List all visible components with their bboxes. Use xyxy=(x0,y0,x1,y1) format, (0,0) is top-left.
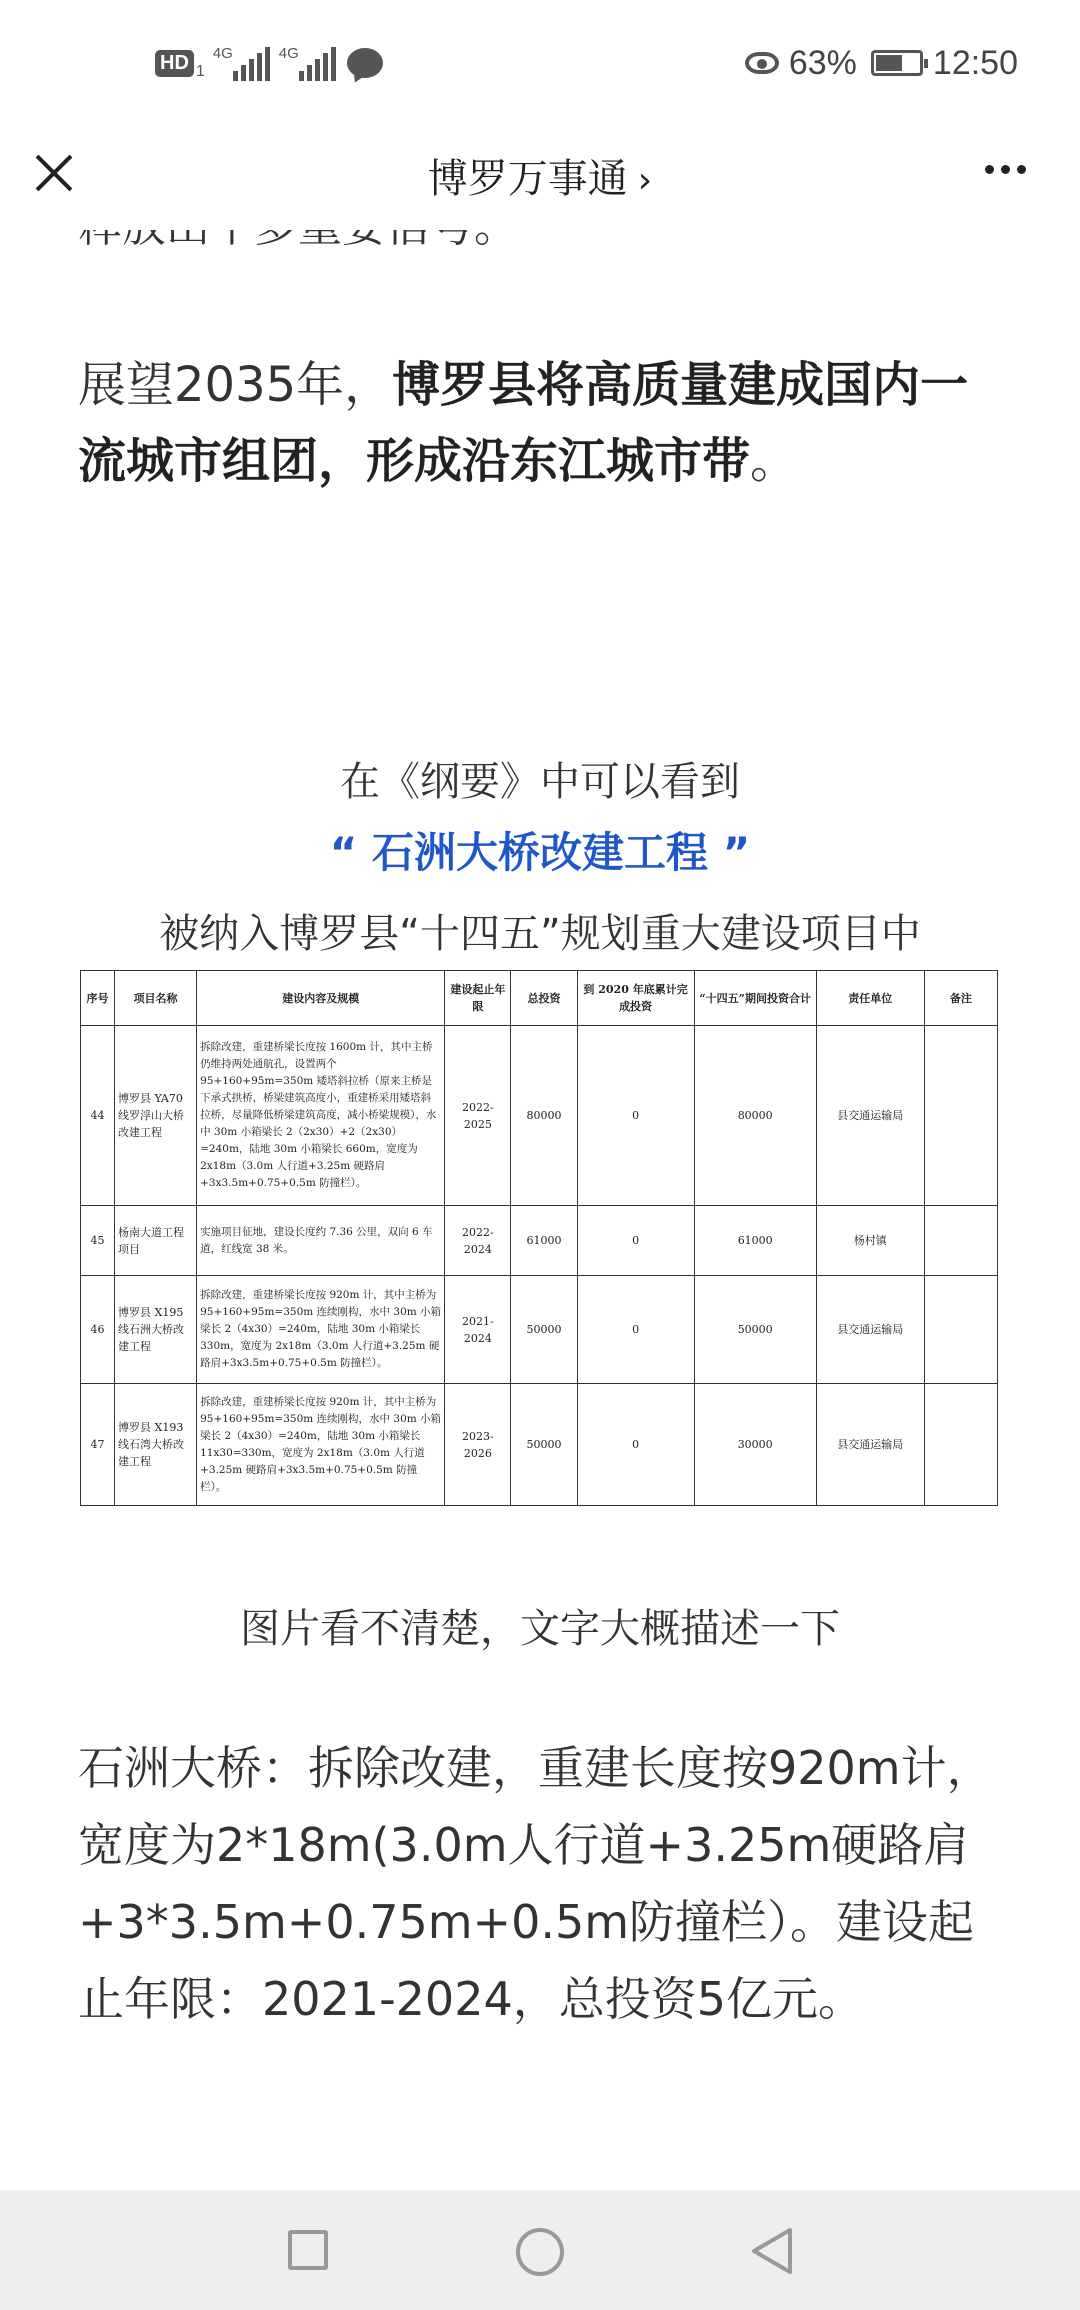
home-icon[interactable] xyxy=(516,2228,564,2276)
table-cell: 2022-2025 xyxy=(445,1026,511,1206)
hd-icon: HD xyxy=(155,50,194,77)
table-cell: 2022-2024 xyxy=(445,1206,511,1276)
system-nav-bar xyxy=(0,2190,1080,2310)
table-header-cell: 建设起止年限 xyxy=(445,971,511,1026)
outlook-prefix: 展望2035年， xyxy=(78,357,393,413)
table-cell: 实施项目征地，建设长度约 7.36 公里，双向 6 车道，红线宽 38 米。 xyxy=(197,1206,445,1276)
table-cell: 45 xyxy=(81,1206,115,1276)
table-cell: 44 xyxy=(81,1026,115,1206)
title-bar xyxy=(0,125,1080,230)
table-row xyxy=(81,1206,998,1276)
table-header-cell: 到 2020 年底累计完成投资 xyxy=(577,971,694,1026)
table-cell: 县交通运输局 xyxy=(816,1276,924,1384)
table-cell: 61000 xyxy=(511,1206,577,1276)
table-cell: 0 xyxy=(577,1384,694,1506)
clock: 12:50 xyxy=(932,43,1018,82)
hd-sub-label: 1 xyxy=(195,63,205,80)
table-cell: 拆除改建，重建桥梁长度按 1600m 计，其中主桥仍维持两处通航孔，设置两个95+160+95m=350m 矮塔斜拉桥（原来主桥是下承式拱桥，桥梁建筑高度小，重建桥采用矮塔斜拉桥，尽量降低桥梁建筑高度，减小桥梁规模），水中 30m 小箱梁长 2（2x30）+2（2x30）=240m，陆地 30m 小箱梁长 660m，宽度为 2x18m（3.0m 人行道+3.25m 硬路肩+3x3.5m+0.75+0.5m 防撞栏）。 xyxy=(197,1026,445,1206)
network-type-1: 4G xyxy=(212,45,233,62)
table-cell: 61000 xyxy=(694,1206,816,1276)
outlook-bold: 博罗县将高质量建成国内一流城市组团，形成沿东江城市带 xyxy=(78,357,969,489)
table-cell: 2023-2026 xyxy=(445,1384,511,1506)
table-cell: 47 xyxy=(81,1384,115,1506)
article-content[interactable] xyxy=(0,230,1080,2190)
table-header-cell: 建设内容及规模 xyxy=(197,971,445,1026)
table-row xyxy=(81,1384,998,1506)
account-title[interactable] xyxy=(0,147,1080,204)
table-header-cell: 备注 xyxy=(924,971,997,1026)
back-icon[interactable] xyxy=(748,2226,796,2276)
table-cell: 80000 xyxy=(511,1026,577,1206)
table-cell: 46 xyxy=(81,1276,115,1384)
table-header-cell: 责任单位 xyxy=(816,971,924,1026)
table-cell: 0 xyxy=(577,1206,694,1276)
chevron-right-icon: › xyxy=(637,160,653,201)
table-cell xyxy=(924,1206,997,1276)
status-left xyxy=(155,38,383,88)
table-cell: 50000 xyxy=(694,1276,816,1384)
recents-icon[interactable] xyxy=(288,2230,328,2270)
signal-icon-1 xyxy=(213,43,271,83)
project-table-image[interactable] xyxy=(80,970,998,1506)
table-row xyxy=(81,1276,998,1384)
table-cell: 县交通运输局 xyxy=(816,1384,924,1506)
table-cell xyxy=(924,1026,997,1206)
table-cell: 拆除改建，重建桥梁长度按 920m 计，其中主桥为 95+160+95m=350m 连续刚构，水中 30m 小箱梁长 2（4x30）=240m，陆地 30m 小箱梁长 330m，宽度为 2x18m（3.0m 人行道+3.25m 硬路肩+3x3.5m+0.75+0.5m 防撞栏）。 xyxy=(197,1276,445,1384)
table-cell: 0 xyxy=(577,1276,694,1384)
battery-icon xyxy=(871,50,923,76)
signal-icon-2 xyxy=(279,43,337,83)
table-cell: 0 xyxy=(577,1026,694,1206)
table-row xyxy=(81,1026,998,1206)
table-cell: 拆除改建，重建桥梁长度按 920m 计，其中主桥为 95+160+95m=350m 连续刚构，水中 30m 小箱梁长 2（4x30）=240m，陆地 30m 小箱梁长 11x30=330m，宽度为 2x18m（3.0m 人行道+3.25m 硬路肩+3x3.5m+0.75+0.5m 防撞栏）。 xyxy=(197,1384,445,1506)
table-cell xyxy=(924,1276,997,1384)
table-header-cell: “十四五”期间投资合计 xyxy=(694,971,816,1026)
table-cell: 80000 xyxy=(694,1026,816,1206)
table-cell: 杨村镇 xyxy=(816,1206,924,1276)
table-header-cell: 序号 xyxy=(81,971,115,1026)
battery-percent: 63% xyxy=(788,43,857,82)
more-options-icon[interactable] xyxy=(985,165,1026,174)
table-cell: 博罗县 X193 线石湾大桥改建工程 xyxy=(115,1384,197,1506)
account-name[interactable]: 博罗万事通 xyxy=(427,156,628,202)
project-table xyxy=(80,970,998,1506)
table-cell xyxy=(924,1384,997,1506)
table-cell: 博罗县 X195 线石洲大桥改建工程 xyxy=(115,1276,197,1384)
outlook-paragraph xyxy=(78,347,998,499)
caption-highlight: “ 石洲大桥改建工程 ” xyxy=(329,828,751,877)
table-cell: 50000 xyxy=(511,1276,577,1384)
table-cell: 杨南大道工程项目 xyxy=(115,1206,197,1276)
table-cell: 30000 xyxy=(694,1384,816,1506)
table-header-cell: 总投资 xyxy=(511,971,577,1026)
network-type-2: 4G xyxy=(278,45,299,62)
eye-comfort-icon xyxy=(745,52,779,74)
outlook-suffix: 。 xyxy=(750,433,799,489)
table-header-cell: 项目名称 xyxy=(115,971,197,1026)
table-cell: 县交通运输局 xyxy=(816,1026,924,1206)
table-header-row xyxy=(81,971,998,1026)
summary-paragraph: 石洲大桥：拆除改建，重建长度按920m计，宽度为2*18m(3.0m人行道+3.25m硬路肩+3*3.5m+0.75m+0.5m防撞栏）。建设起止年限：2021-2024，总投资5亿元。 xyxy=(78,1741,993,2026)
message-notification-icon xyxy=(347,48,383,78)
table-cell: 50000 xyxy=(511,1384,577,1506)
caption-intro: 在《纲要》中可以看到 xyxy=(340,759,740,805)
caption-note: 图片看不清楚，文字大概描述一下 xyxy=(240,1606,840,1652)
caption-planning: 被纳入博罗县“十四五”规划重大建设项目中 xyxy=(159,911,921,957)
status-right xyxy=(745,38,1018,88)
status-bar xyxy=(0,0,1080,125)
table-cell: 2021-2024 xyxy=(445,1276,511,1384)
table-cell: 博罗县 YA70 线罗浮山大桥改建工程 xyxy=(115,1026,197,1206)
